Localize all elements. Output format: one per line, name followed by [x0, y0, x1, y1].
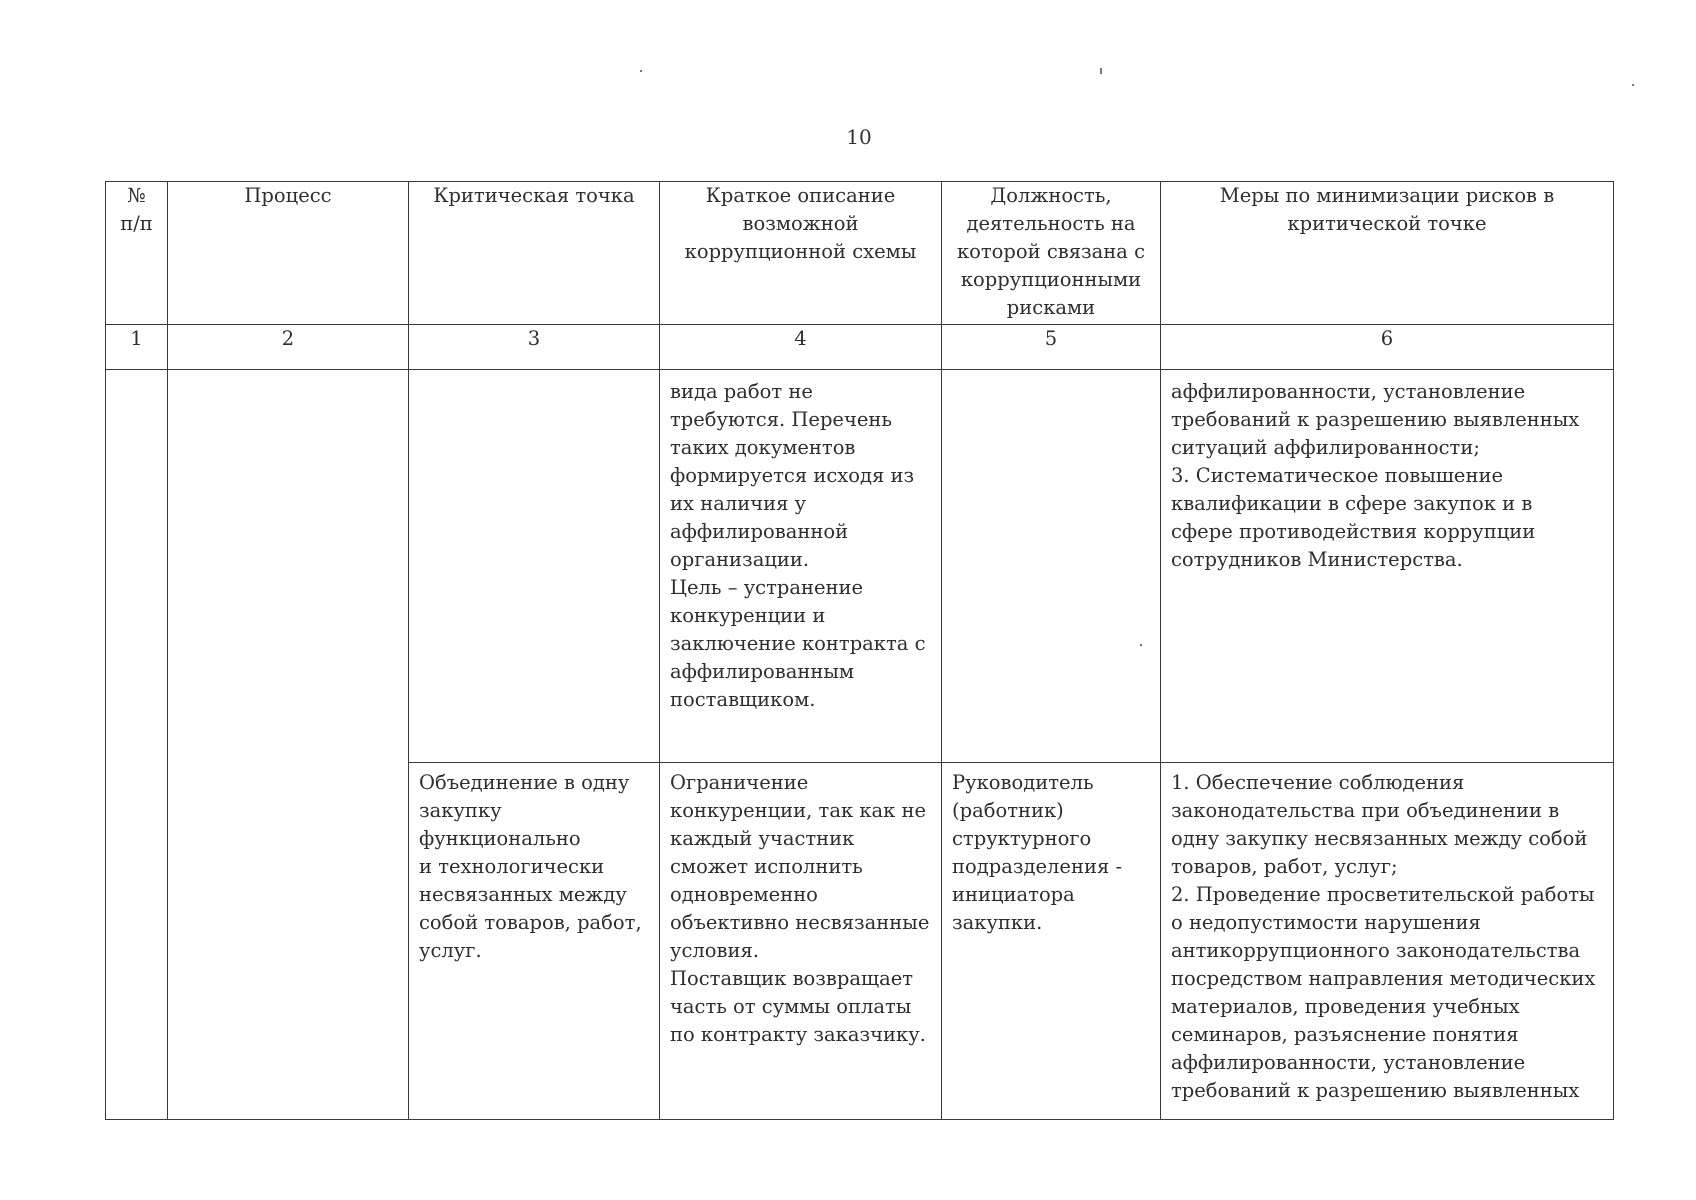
measures-cell: 1. Обеспечение соблюдения законодательства при объединении в одну закупку несвязанных между собой товаров, работ, услуг; 2. Проведение просветительской работы о недопустимости нарушения антикоррупционного законодательства посредством направления методических материалов, проведения учебных семинаров, разъяснение понятия аффилированности, установление требований к разрешению выявленных — [1161, 763, 1614, 1120]
scan-speck — [1100, 68, 1102, 74]
scan-speck — [1632, 84, 1634, 86]
column-number-row — [106, 325, 1614, 370]
table-header-row — [106, 182, 1614, 325]
header-cell-scheme: Краткое описание возможной коррупционной схемы — [660, 182, 942, 325]
page-number: 10 — [846, 125, 872, 149]
critical-point-cell: Объединение в одну закупку функционально и технологически несвязанных между собой товаров, работ, услуг. — [409, 763, 660, 1120]
column-number-cell: 2 — [168, 325, 409, 370]
table-row — [106, 763, 1614, 1120]
header-cell-critical-point: Критическая точка — [409, 182, 660, 325]
header-cell-position: Должность, деятельность на которой связана с коррупционными рисками — [942, 182, 1161, 325]
position-cell: Руководитель (работник) структурного подразделения - инициатора закупки. — [942, 763, 1161, 1120]
row-number-cell — [106, 763, 168, 1120]
row-number-cell — [106, 370, 168, 763]
corruption-risk-table — [105, 181, 1614, 1120]
position-cell — [942, 370, 1161, 763]
column-number-cell: 5 — [942, 325, 1161, 370]
column-number-cell: 6 — [1161, 325, 1614, 370]
scheme-cell: Ограничение конкуренции, так как не каждый участник сможет исполнить одновременно объективно несвязанные условия. Поставщик возвращает часть от суммы оплаты по контракту заказчику. — [660, 763, 942, 1120]
critical-point-cell — [409, 370, 660, 763]
header-cell-process: Процесс — [168, 182, 409, 325]
header-cell-measures: Меры по минимизации рисков в критической точке — [1161, 182, 1614, 325]
column-number-cell: 1 — [106, 325, 168, 370]
scheme-cell: вида работ не требуются. Перечень таких документов формируется исходя из их наличия у аффилированной организации. Цель – устранение конкуренции и заключение контракта с аффилированным поставщиком. — [660, 370, 942, 763]
scan-speck — [640, 70, 642, 72]
process-cell — [168, 763, 409, 1120]
header-cell-number: № п/п — [106, 182, 168, 325]
column-number-cell: 4 — [660, 325, 942, 370]
measures-cell: аффилированности, установление требований к разрешению выявленных ситуаций аффилированности; 3. Систематическое повышение квалификации в сфере закупок и в сфере противодействия коррупции сотрудников Министерства. — [1161, 370, 1614, 763]
process-cell — [168, 370, 409, 763]
table-row — [106, 370, 1614, 763]
column-number-cell: 3 — [409, 325, 660, 370]
